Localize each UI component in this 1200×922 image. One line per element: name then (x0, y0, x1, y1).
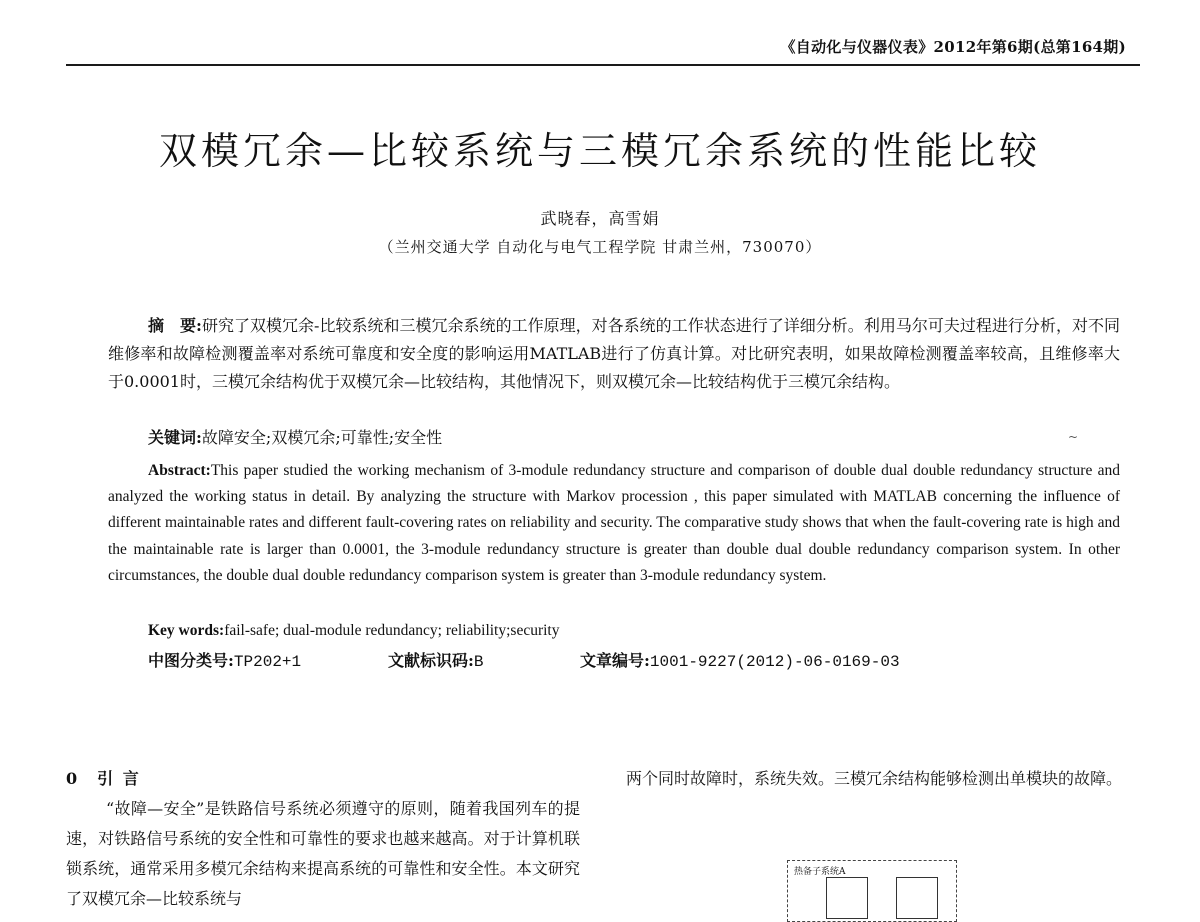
intro-paragraph: “故障—安全”是铁路信号系统必须遵守的原则，随着我国列车的提速，对铁路信号系统的安全性和可靠性的要求也越来越高。对于计算机联锁系统，通常采用多模冗余结构来提高系统的可靠性和安全性。本文研究了双模冗余—比较系统与 (66, 799, 580, 908)
clc-label: 中图分类号: (148, 651, 234, 670)
section-heading-intro: 0 引 言 (66, 769, 141, 788)
intro-left-column (66, 764, 580, 914)
abstract-en-label: Abstract: (148, 462, 211, 479)
figure-label: 热备子系统A (794, 867, 846, 877)
stray-mark: ~ (1068, 430, 1079, 444)
article-label: 文章编号: (580, 651, 650, 670)
paper-title: 双模冗余—比较系统与三模冗余系统的性能比较 (158, 129, 1041, 173)
keywords-cn (148, 425, 442, 448)
abstract-en (108, 458, 1120, 589)
figure-diagram (787, 860, 957, 922)
doc-code (388, 648, 484, 671)
clc-number (148, 648, 301, 671)
figure-module-box (896, 877, 938, 919)
abstract-en-text: This paper studied the working mechanism of 3-module redundancy structure and comparison of double dual double redundancy structure and analyzed the working status in detail. By analyzing the structure with Markov procession , this paper simulated with MATLAB concerning the influence of different maintainable rates and different fault-covering rates on reliability and security. The comparative study shows that when the fault-covering rate is high and the maintainable rate is larger than 0.0001, the 3-module redundancy structure is greater than double dual double redundancy comparison system. In other circumstances, the double dual double redundancy comparison system is greater than 3-module redundancy system. (108, 462, 1120, 584)
keywords-en (148, 622, 559, 640)
keywords-en-label: Key words: (148, 622, 225, 639)
intro-right-paragraph: 两个同时故障时，系统失效。三模冗余结构能够检测出单模块的故障。 (626, 769, 1123, 788)
doc-label: 文献标识码: (388, 651, 474, 670)
doc-value: B (473, 653, 484, 671)
keywords-cn-label: 关键词: (148, 428, 202, 447)
article-value: 1001-9227(2012)-06-0169-03 (649, 653, 900, 671)
journal-header: 《自动化与仪器仪表》2012年第6期(总第164期) (780, 38, 1126, 56)
figure-module-box (826, 877, 868, 919)
intro-right-column (626, 764, 1146, 794)
article-number (580, 648, 900, 671)
authors: 武晓春，高雪娟 (540, 209, 660, 228)
keywords-cn-text: 故障安全;双模冗余;可靠性;安全性 (201, 428, 443, 447)
abstract-cn-text: 研究了双模冗余-比较系统和三模冗余系统的工作原理，对各系统的工作状态进行了详细分析。利用马尔可夫过程进行分析，对不同维修率和故障检测覆盖率对系统可靠度和安全度的影响运用MATLAB进行了仿真计算。对比研究表明，如果故障检测覆盖率较高，且维修率大于0.0001时，三模冗余结构优于双模冗余—比较结构，其他情况下，则双模冗余—比较结构优于三模冗余结构。 (108, 316, 1120, 391)
keywords-en-text: fail-safe; dual-module redundancy; reliability;security (224, 622, 560, 639)
abstract-cn (108, 312, 1120, 396)
header-rule (66, 64, 1140, 66)
abstract-cn-label: 摘 要: (148, 316, 202, 335)
affiliation: （兰州交通大学 自动化与电气工程学院 甘肃兰州，730070） (378, 238, 822, 256)
clc-value: TP202+1 (233, 653, 302, 671)
